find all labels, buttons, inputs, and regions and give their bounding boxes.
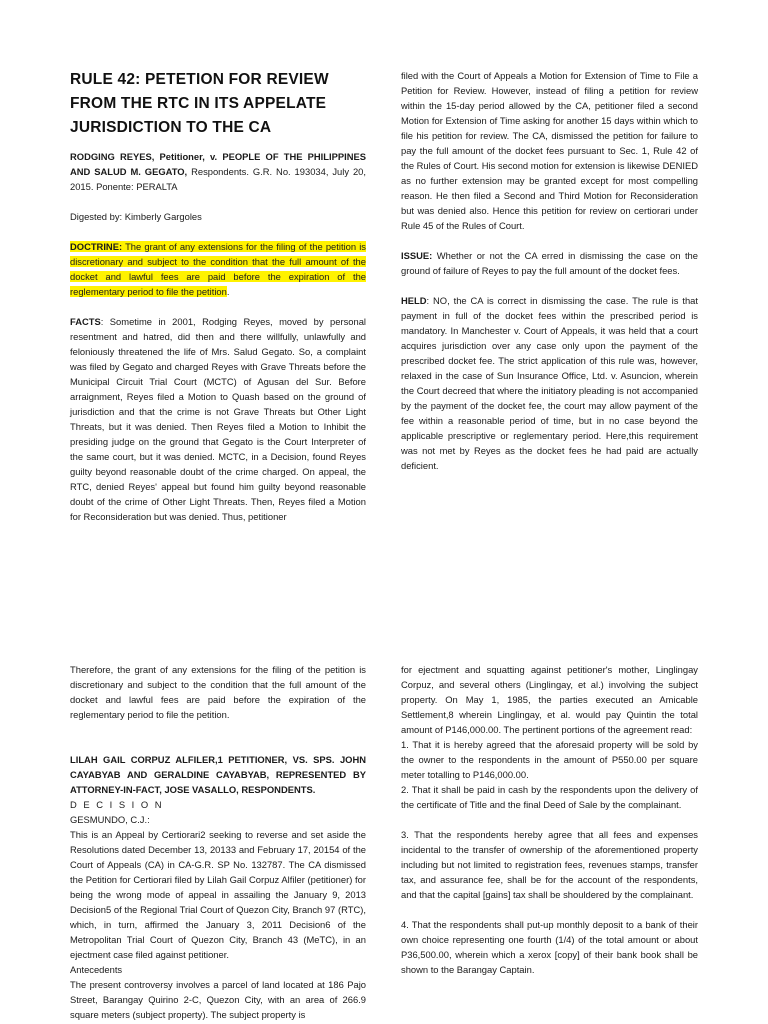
case-parties: RODGING REYES, Petitioner, v. PEOPLE OF THE PHILIPPINES AND SALUD M. GEGATO, [70,151,366,177]
facts-label: FACTS [70,316,101,327]
agreement-item-2: 2. That it shall be paid in cash by the respondents upon the delivery of the certificate of Title and the final Deed of Sale by the complainant. [401,784,698,810]
case-caption [70,149,366,194]
ponente: GESMUNDO, C.J.: [70,814,150,825]
column-2 [401,68,698,473]
doctrine-text: The grant of any extensions for the filing of the petition is discretionary and subject to the condition that the full amount of the docket and lawful fees are paid before the expiration of the reglementary period to file the petition [70,241,366,297]
continued-paragraph: for ejectment and squatting against petitioner's mother, Linglingay Corpuz, and several others (Linglingay, et al.) involving the subject property. On May 1, 1985, the parties executed an Amicable Settlement,8 wherein Linglingay, et al. would pay Quintin the total amount of P146,000.00. The pertinent portions of the agreement read: [401,664,698,735]
facts-text: : Sometime in 2001, Rodging Reyes, moved by personal resentment and hatred, did then and there willfully, unlawfully and feloniously threatened the life of Mrs. Salud Gegato. So, a complaint was filed by Gegato and charged Reyes with Grave Threats before the Municipal Circuit Trial Court (MCTC) of Agusan del Sur. Before arraignment, Reyes filed a Motion to Quash based on the ground of jurisdiction and that the crime is not Grave Threats but Other Light Threats, but it was denied. Then Reyes filed a Motion to Inhibit the presiding judge on the ground that Gegato is the Court Interpreter of the same court, but it was denied. MCTC, in a Decision, found Reyes guilty beyond reasonable doubt of the crime charged. On appeal, the RTC, denied Reyes' appeal but found him guilty beyond reasonable doubt of the crime of Other Light Threats. Then, Reyes filed a Motion for Reconsideration but was denied. Thus, petitioner [70,316,366,522]
case-citation: Respondents. G.R. No. 193034, July 20, 2015. Ponente: PERALTA [70,166,366,192]
facts-continued: filed with the Court of Appeals a Motion for Extension of Time to File a Petition for Review. However, instead of filing a petition for review within the 15-day period allowed by the CA, petitioner filed a second Motion for Extension of Time asking for another 15 days within which to file his petition for review. The CA, dismissed the petition for failure to pay the full amount of the docket fees pursuant to Sec. 1, Rule 42 of the Rules of Court. His second motion for extension is likewise DENIED as no further extension may be granted except for most compelling reason. He then filed a Second and Third Motion for Reconsideration but was denied also. Hence this petition for review on certiorari under Rule 45 of the Rules of Court. [401,70,698,231]
doctrine-end: . [226,286,230,297]
decision-heading: D E C I S I O N [70,799,164,810]
case2-title: LILAH GAIL CORPUZ ALFILER,1 PETITIONER, VS. SPS. JOHN CAYABYAB AND GERALDINE CAYABYAB, REPRESENTED BY ATTORNEY-IN-FACT, JOSE VASALLO, RESPONDENTS. [70,754,366,795]
issue-paragraph [401,248,698,278]
facts-paragraph [70,314,366,524]
doctrine-paragraph [70,239,366,299]
column-1 [70,68,366,524]
doctrine-label: DOCTRINE: [70,241,123,252]
intro-paragraph: This is an Appeal by Certiorari2 seeking to reverse and set aside the Resolutions dated December 13, 20133 and February 17, 20154 of the Court of Appeals (CA) in CA-G.R. SP No. 132787. The CA dismissed the Petition for Certiorari filed by Lilah Gail Corpuz Alfiler (petitioner) for being the wrong mode of appeal in assailing the January 9, 2013 Decision5 of the Regional Trial Court of Quezon City, Branch 97 (RTC), which, in turn, affirmed the January 3, 2011 Decision6 of the Metropolitan Trial Court of Quezon City, Branch 43 (MeTC), in an ejectment case filed against petitioner. [70,829,366,960]
conclusion-paragraph: Therefore, the grant of any extensions for the filing of the petition is discretionary and subject to the condition that the full amount of the docket and lawful fees are paid before the expiration of the reglementary period to file the petition. [70,664,366,720]
agreement-item-3: 3. That the respondents hereby agree that all fees and expenses incidental to the transfer of ownership of the aforementioned property including but not limited to registration fees, revenues stamps, transfer tax, and assurance fee, shall be for the account of the respondents, and that the capital [gains] tax shall be shouldered by the complainant. [401,829,698,900]
issue-text: Whether or not the CA erred in dismissing the case on the ground of failure of Reyes to pay the full amount of the docket fees. [401,250,698,276]
digested-by: Digested by: Kimberly Gargoles [70,211,202,222]
column-3 [70,662,366,1022]
issue-label: ISSUE: [401,250,433,261]
rule-title: RULE 42: PETETION FOR REVIEW FROM THE RTC IN ITS APPELATE JURISDICTION TO THE CA [70,71,329,136]
held-paragraph [401,293,698,473]
held-text: : NO, the CA is correct in dismissing the case. The rule is that payment in full of the docket fees within the prescribed period is mandatory. In Manchester v. Court of Appeals, it was held that a court acquires jurisdiction over any case only upon the payment of the prescribed docket fee. The strict application of this rule was, however, relaxed in the case of Sun Insurance Office, Ltd. v. Asuncion, wherein the Court decreed that where the initiatory pleading is not accompanied by the payment of the docket fee, the court may allow payment of the fee within a reasonable period of time, but in no case beyond the applicable prescriptive or reglementary period. Here,this requirement was not met by Reyes as the docket fees he had paid are actually deficient. [401,295,698,471]
agreement-item-1: 1. That it is hereby agreed that the aforesaid property will be sold by the owner to the respondents in the amount of P550.00 per square meter totalling to P146,000.00. [401,739,698,780]
column-4 [401,662,698,977]
agreement-item-4: 4. That the respondents shall put-up monthly deposit to a bank of their own choice representing one fourth (1/4) of the total amount or about P36,500.00, wherein which a xerox [copy] of their bank book shall be shown to the Barangay Captain. [401,919,698,975]
held-label: HELD [401,295,427,306]
antecedents-paragraph: The present controversy involves a parcel of land located at 186 Pajo Street, Barangay Quirino 2-C, Quezon City, with an area of 266.9 square meters (subject property). The subject property is [70,979,366,1020]
antecedents-heading: Antecedents [70,964,123,975]
